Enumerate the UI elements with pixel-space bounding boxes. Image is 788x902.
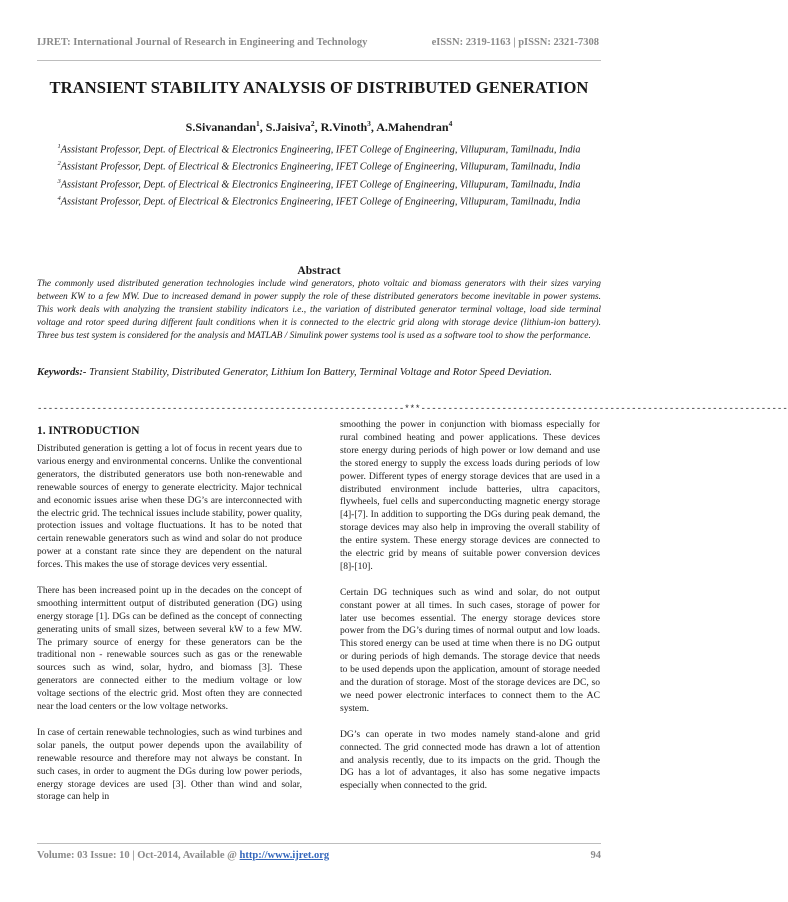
footer-rule [37,843,601,844]
author: A.Mahendran$^4$ [376,119,453,134]
section-heading: 1. INTRODUCTION [37,425,140,437]
paragraph: In case of certain renewable technologies, such as wind turbines and solar panels, the output power depends upon the availability of renewable resource and therefore may not always be constant. In such cases, in order to augment the DGs during low power periods, energy storage devices are used [3]. Other than wind and solar, storage can help in [37,726,302,803]
affiliation: $^2$Assistant Professor, Dept. of Electrical & Electronics Engineering, IFET College of Engineering, Villupuram, Tamilnadu, India [57,160,581,173]
author-list [20,119,618,135]
left-column [37,424,302,817]
keywords [37,363,601,383]
paragraph: There has been increased point up in the decades on the concept of smoothing intermittent output of distributed generation (DG) using energy storage [1]. DGs can be defined as the concept of connecting generating units of small sizes, between several kW to a few MW. The primary source of energy for these generators can be the traditional non - renewable sources such as gas or the renewable sources such as wind, solar, hydro, and biomass [3]. These generators are connected either to the medium voltage or low voltage sections of the electric grid. Most often they are connected near the load centers or the low voltage networks. [37,584,302,713]
paper-title: TRANSIENT STABILITY ANALYSIS OF DISTRIBUTED GENERATION [49,78,589,97]
section-separator: --------------------------------------------------------------------***-------------------------------------------------------------------- [37,404,788,414]
footer-volume: Volume: 03 Issue: 10 | Oct-2014, Available @ http://www.ijret.org [37,850,330,861]
abstract-text: The commonly used distributed generation technologies include wind generators, photo voltaic and biomass generators with their sizes varying between KW to a few MW. Due to increased demand in power supply the role of these distributed generators become inevitable in power systems. This work deals with analyzing the transient stability indicators i.e., the variation of distributed generator terminal voltage, load side terminal voltage and rotor speed during different fault conditions when it is connected to the electric grid along with storage device (lithium-ion battery). Three bus test system is considered for the analysis and MATLAB / Simulink power systems tool is used as a software tool to show the performance. [37,279,601,341]
affiliation: $^1$Assistant Professor, Dept. of Electrical & Electronics Engineering, IFET College of Engineering, Villupuram, Tamilnadu, India [57,143,581,156]
paragraph: DG’s can operate in two modes namely stand-alone and grid connected. The grid connected mode has drawn a lot of attention and analysis recently, due to its impacts on the grid. Though the DG has a lot of advantages, it also has some negative impacts especially when connected to the grid. [340,728,600,792]
keywords-label: Keywords:- [37,367,87,378]
header-rule [37,60,601,61]
journal-link[interactable]: http://www.ijret.org [239,850,330,861]
affiliation: $^3$Assistant Professor, Dept. of Electrical & Electronics Engineering, IFET College of Engineering, Villupuram, Tamilnadu, India [57,177,581,191]
journal-name: IJRET: International Journal of Research in Engineering and Technology [37,37,368,48]
keywords-text: Transient Stability, Distributed Generator, Lithium Ion Battery, Terminal Voltage and Rotor Speed Deviation. [89,367,552,378]
paragraph: smoothing the power in conjunction with biomass especially for rural combined heating and power applications. These devices store energy during periods of high power or low demand and use the stored energy to supply the excess loads during periods of low power. Different types of energy storage devices that are used in a distributed environment include batteries, ultra capacitors, flywheels, fuel cells and superconducting magnetic energy storage [4]-[7]. In addition to supporting the DGs during peak demand, the storage devices may also help in improving the overall stability of the entire system. These energy storage devices are connected to the electric grid by means of suitable power conversion devices [8]-[10]. [340,419,600,572]
running-footer [37,850,601,861]
paragraph: Certain DG techniques such as wind and solar, do not output constant power at all times. In such cases, storage of power for later use becomes essential. The energy storage devices store power from the DG’s during times of normal output and low loads. This stored energy can be used at time when there is no DG output or during periods of high demands. The storage device that needs to be used depends upon the application, amount of storage needed and the duration of storage. Most of the storage devices are DC, so we need power electronic interfaces to connect them to the AC system. [340,586,600,714]
abstract-heading: Abstract [297,264,341,277]
issn-info: eISSN: 2319-1163 | pISSN: 2321-7308 [431,37,599,48]
affiliation: $^4$Assistant Professor, Dept. of Electrical & Electronics Engineering, IFET College of Engineering, Villupuram, Tamilnadu, India [57,195,581,208]
author: S.Jaisiva$^2$, [265,119,321,134]
paragraph: Distributed generation is getting a lot of focus in recent years due to various energy and environmental concerns. Unlike the conventional generators, the distributed generators use both non-renewable and renewable sources of energy to generate electricity. Major technical and economic issues arise when these DG’s are interconnected with the electric grid. The technical issues include stability, power quality, protection issues and voltage fluctuations. It has to be noted that certain renewable generators such as wind and solar do not produce power at a constant rate since they are dependent on the natural forces. This makes the use of storage devices very essential. [37,443,302,571]
right-column [340,419,600,806]
affiliation-list [50,140,588,210]
page-number: 94 [590,850,601,861]
author: R.Vinoth$^3$, [320,119,377,134]
running-header [37,37,599,48]
author: S.Sivanandan$^1$, [185,119,266,134]
